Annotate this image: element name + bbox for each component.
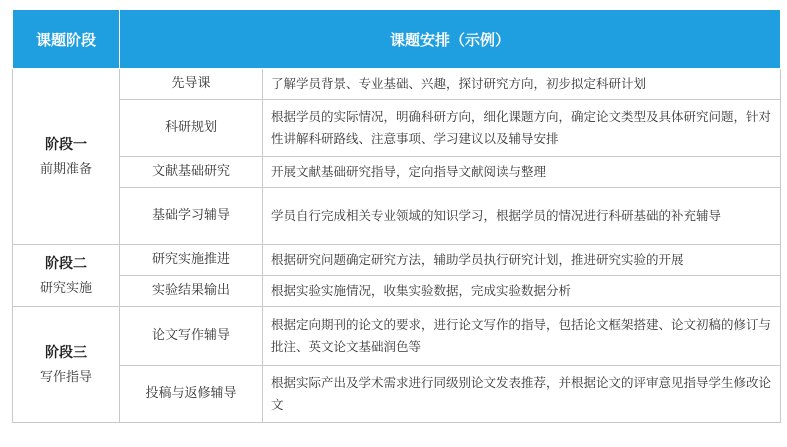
table-row <box>13 100 781 157</box>
stage-subtitle: 研究实施 <box>39 280 92 296</box>
description-cell: 开展文献基础研究指导，定向指导文献阅读与整理 <box>263 157 781 188</box>
stage-title: 阶段一 <box>45 136 87 153</box>
table-row <box>13 69 781 100</box>
course-plan-table-container <box>12 9 780 440</box>
category-cell: 实验结果输出 <box>120 276 263 307</box>
description-cell: 根据研究问题确定研究方法，辅助学员执行研究计划，推进研究实验的开展 <box>263 245 781 276</box>
table-row <box>13 245 781 276</box>
description-cell: 学员自行完成相关专业领域的知识学习，根据学员的情况进行科研基础的补充辅导 <box>263 188 781 245</box>
category-cell: 论文写作辅导 <box>120 307 263 366</box>
header-plan: 课题安排（示例） <box>120 10 781 69</box>
stage-subtitle: 写作指导 <box>39 369 92 385</box>
description-cell: 了解学员背景、专业基础、兴趣，探讨研究方向，初步拟定科研计划 <box>263 69 781 100</box>
table-row <box>13 157 781 188</box>
table-row <box>13 188 781 245</box>
description-cell: 根据实际产出及学术需求进行同级别论文发表推荐，并根据论文的评审意见指导学生修改论文 <box>263 366 781 423</box>
description-cell: 根据学员的实际情况，明确科研方向，细化课题方向，确定论文类型及具体研究问题，针对性讲解科研路线、注意事项、学习建议以及辅导安排 <box>263 100 781 157</box>
stage-cell <box>13 307 120 423</box>
table-header-row <box>13 10 781 69</box>
category-cell: 文献基础研究 <box>120 157 263 188</box>
stage-cell <box>13 69 120 245</box>
course-plan-table <box>12 9 781 423</box>
stage-subtitle: 前期准备 <box>39 161 92 177</box>
category-cell: 先导课 <box>120 69 263 100</box>
table-row <box>13 307 781 366</box>
header-stage: 课题阶段 <box>13 10 120 69</box>
category-cell: 科研规划 <box>120 100 263 157</box>
stage-title: 阶段三 <box>45 344 87 361</box>
stage-title: 阶段二 <box>45 255 87 272</box>
description-cell: 根据定向期刊的论文的要求，进行论文写作的指导，包括论文框架搭建、论文初稿的修订与批注、英文论文基础润色等 <box>263 307 781 366</box>
category-cell: 基础学习辅导 <box>120 188 263 245</box>
table-row <box>13 366 781 423</box>
category-cell: 研究实施推进 <box>120 245 263 276</box>
stage-cell <box>13 245 120 307</box>
category-cell: 投稿与返修辅导 <box>120 366 263 423</box>
description-cell: 根据实验实施情况，收集实验数据，完成实验数据分析 <box>263 276 781 307</box>
table-row <box>13 276 781 307</box>
